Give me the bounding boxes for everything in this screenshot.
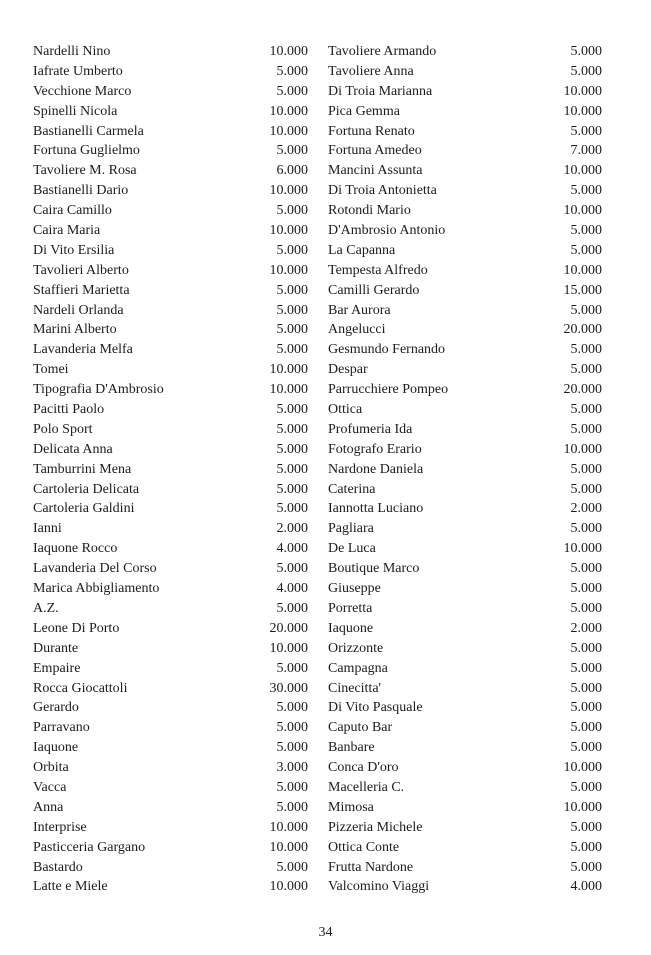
donor-name: Delicata Anna [33, 441, 113, 457]
donor-name: Fortuna Amedeo [328, 143, 422, 159]
donation-amount: 5.000 [570, 581, 602, 597]
list-item [33, 659, 308, 679]
donation-amount: 10.000 [269, 183, 308, 199]
list-item [328, 460, 602, 480]
donation-amount: 10.000 [269, 262, 308, 278]
donation-amount: 5.000 [276, 700, 308, 716]
donor-name: Gerardo [33, 700, 79, 716]
donor-name: D'Ambrosio Antonio [328, 223, 446, 239]
donation-amount: 5.000 [570, 63, 602, 79]
list-item [328, 261, 602, 281]
donation-amount: 10.000 [563, 103, 602, 119]
list-item [328, 639, 602, 659]
list-item [328, 818, 602, 838]
list-item [328, 122, 602, 142]
donation-amount: 2.000 [570, 501, 602, 517]
donation-amount: 5.000 [276, 859, 308, 875]
donation-amount: 5.000 [276, 143, 308, 159]
donation-amount: 5.000 [570, 561, 602, 577]
donation-amount: 5.000 [570, 680, 602, 696]
donor-name: Interprise [33, 819, 87, 835]
list-item [33, 281, 308, 301]
donor-name: De Luca [328, 541, 376, 557]
list-item [33, 758, 308, 778]
donor-name: A.Z. [33, 600, 59, 616]
left-donor-column [33, 42, 308, 897]
donation-amount: 4.000 [276, 581, 308, 597]
donor-name: Bastardo [33, 859, 83, 875]
donor-name: Mancini Assunta [328, 163, 423, 179]
donor-name: Mimosa [328, 799, 374, 815]
list-item [328, 599, 602, 619]
donor-name: Camilli Gerardo [328, 282, 420, 298]
list-item [328, 201, 602, 221]
donation-amount: 5.000 [276, 342, 308, 358]
donor-name: Iannotta Luciano [328, 501, 424, 517]
donor-name: Iaquone Rocco [33, 541, 118, 557]
donation-amount: 5.000 [570, 402, 602, 418]
list-item [33, 241, 308, 261]
list-item [33, 122, 308, 142]
donation-amount: 15.000 [563, 282, 602, 298]
donor-name: Pacitti Paolo [33, 402, 105, 418]
list-item [328, 82, 602, 102]
list-item [328, 579, 602, 599]
list-item [328, 718, 602, 738]
donation-amount: 5.000 [570, 720, 602, 736]
donation-amount: 5.000 [276, 501, 308, 517]
list-item [328, 838, 602, 858]
donor-name: Vacca [33, 779, 67, 795]
donation-amount: 5.000 [570, 640, 602, 656]
list-item [33, 380, 308, 400]
list-item [33, 360, 308, 380]
list-item [33, 599, 308, 619]
list-item [328, 758, 602, 778]
donor-name: Fortuna Guglielmo [33, 143, 140, 159]
list-item [328, 241, 602, 261]
donor-name: Tamburrini Mena [33, 461, 132, 477]
donation-amount: 5.000 [276, 779, 308, 795]
donor-name: Ottica Conte [328, 839, 400, 855]
donation-amount: 10.000 [269, 879, 308, 895]
donor-name: Nardelli Nino [33, 44, 111, 59]
list-item [33, 877, 308, 897]
donation-amount: 5.000 [570, 362, 602, 378]
list-item [328, 778, 602, 798]
donor-name: Tavoliere Anna [328, 63, 414, 79]
donation-amount: 5.000 [276, 561, 308, 577]
list-item [33, 141, 308, 161]
donor-name: Marini Alberto [33, 322, 117, 338]
donation-amount: 10.000 [563, 441, 602, 457]
list-item [33, 858, 308, 878]
donor-name: Anna [33, 799, 64, 815]
list-item [33, 201, 308, 221]
donation-amount: 2.000 [570, 620, 602, 636]
donor-name: Campagna [328, 660, 388, 676]
donation-amount: 10.000 [563, 262, 602, 278]
list-item [328, 480, 602, 500]
donor-name: Tavolieri Alberto [33, 262, 129, 278]
list-item [33, 639, 308, 659]
donation-amount: 5.000 [570, 302, 602, 318]
list-item [33, 420, 308, 440]
donation-amount: 5.000 [570, 223, 602, 239]
donation-amount: 10.000 [269, 44, 308, 59]
donation-amount: 20.000 [563, 382, 602, 398]
list-item [33, 320, 308, 340]
donation-amount: 3.000 [276, 760, 308, 776]
donor-name: Tavoliere Armando [328, 44, 437, 59]
donation-amount: 5.000 [570, 660, 602, 676]
list-item [33, 340, 308, 360]
list-item [33, 539, 308, 559]
donor-name: Tavoliere M. Rosa [33, 163, 137, 179]
list-item [33, 519, 308, 539]
donation-amount: 5.000 [570, 481, 602, 497]
donation-amount: 5.000 [276, 242, 308, 258]
donation-amount: 5.000 [570, 421, 602, 437]
list-item [33, 62, 308, 82]
donation-amount: 10.000 [563, 83, 602, 99]
donor-name: Lavanderia Melfa [33, 342, 133, 358]
list-item [33, 679, 308, 699]
list-item [328, 559, 602, 579]
donor-name: Bastianelli Dario [33, 183, 129, 199]
donation-amount: 5.000 [570, 342, 602, 358]
donation-amount: 20.000 [563, 322, 602, 338]
page-number: 34 [318, 925, 333, 940]
list-item [328, 320, 602, 340]
donation-amount: 5.000 [276, 740, 308, 756]
donation-amount: 5.000 [276, 421, 308, 437]
donation-amount: 5.000 [276, 461, 308, 477]
donation-amount: 4.000 [276, 541, 308, 557]
donor-name: Polo Sport [33, 421, 93, 437]
donation-amount: 10.000 [563, 541, 602, 557]
donor-name: Bastianelli Carmela [33, 123, 144, 139]
donor-name: Iaquone [328, 620, 374, 636]
donor-name: Porretta [328, 600, 373, 616]
list-item [328, 301, 602, 321]
donation-amount: 5.000 [276, 302, 308, 318]
list-item [33, 579, 308, 599]
donor-name: Parravano [33, 720, 90, 736]
list-item [33, 400, 308, 420]
donation-amount: 10.000 [269, 640, 308, 656]
donor-name: La Capanna [328, 242, 396, 258]
donation-amount: 10.000 [269, 223, 308, 239]
donor-name: Rotondi Mario [328, 203, 411, 219]
donation-amount: 5.000 [570, 183, 602, 199]
donor-name: Vecchione Marco [33, 83, 132, 99]
donation-amount: 5.000 [570, 839, 602, 855]
list-item [328, 161, 602, 181]
donation-amount: 10.000 [563, 760, 602, 776]
list-item [328, 420, 602, 440]
list-item [33, 818, 308, 838]
donation-amount: 6.000 [276, 163, 308, 179]
donation-amount: 4.000 [570, 879, 602, 895]
list-item [33, 738, 308, 758]
donor-name: Di Vito Ersilia [33, 242, 115, 258]
donation-amount: 5.000 [276, 322, 308, 338]
donor-name: Angelucci [328, 322, 386, 338]
donor-name: Pizzeria Michele [328, 819, 423, 835]
donation-amount: 5.000 [276, 799, 308, 815]
list-item [328, 340, 602, 360]
donor-name: Latte e Miele [33, 879, 108, 895]
donation-amount: 10.000 [269, 103, 308, 119]
donor-name: Cartoleria Galdini [33, 501, 135, 517]
donation-amount: 10.000 [269, 839, 308, 855]
list-item [328, 539, 602, 559]
list-item [33, 778, 308, 798]
donor-name: Lavanderia Del Corso [33, 561, 157, 577]
donation-amount: 10.000 [269, 362, 308, 378]
donation-amount: 2.000 [276, 521, 308, 537]
list-item [33, 718, 308, 738]
list-item [328, 62, 602, 82]
donor-name: Despar [328, 362, 368, 378]
donor-name: Parrucchiere Pompeo [328, 382, 449, 398]
donor-name: Fotografo Erario [328, 441, 422, 457]
donation-amount: 5.000 [276, 441, 308, 457]
donation-amount: 5.000 [570, 859, 602, 875]
donation-amount: 7.000 [570, 143, 602, 159]
donor-name: Rocca Giocattoli [33, 680, 128, 696]
donor-name: Staffieri Marietta [33, 282, 130, 298]
donor-name: Pagliara [328, 521, 374, 537]
donation-amount: 5.000 [276, 83, 308, 99]
donor-name: Conca D'oro [328, 760, 399, 776]
donor-name: Caira Camillo [33, 203, 112, 219]
donation-amount: 5.000 [570, 819, 602, 835]
donation-amount: 5.000 [570, 521, 602, 537]
donor-name: Tomei [33, 362, 69, 378]
donor-name: Leone Di Porto [33, 620, 120, 636]
donation-amount: 5.000 [570, 44, 602, 59]
donation-amount: 5.000 [276, 660, 308, 676]
list-item [33, 261, 308, 281]
list-item [328, 659, 602, 679]
list-item [328, 181, 602, 201]
list-item [33, 798, 308, 818]
donor-name: Boutique Marco [328, 561, 420, 577]
donor-name: Pasticceria Gargano [33, 839, 146, 855]
list-item [33, 619, 308, 639]
donation-amount: 10.000 [269, 382, 308, 398]
list-item [33, 440, 308, 460]
list-item [33, 301, 308, 321]
list-item [328, 42, 602, 62]
donation-amount: 5.000 [276, 600, 308, 616]
donor-name: Valcomino Viaggi [328, 879, 430, 895]
donation-amount: 5.000 [570, 700, 602, 716]
donation-amount: 5.000 [570, 740, 602, 756]
list-item [33, 221, 308, 241]
donor-name: Di Troia Antonietta [328, 183, 437, 199]
list-item [33, 102, 308, 122]
list-item [33, 559, 308, 579]
list-item [328, 738, 602, 758]
list-item [328, 698, 602, 718]
donation-amount: 5.000 [276, 481, 308, 497]
donation-amount: 10.000 [563, 203, 602, 219]
donor-name: Di Vito Pasquale [328, 700, 423, 716]
donor-name: Durante [33, 640, 79, 656]
donor-name: Ianni [33, 521, 62, 537]
donor-name: Cartoleria Delicata [33, 481, 140, 497]
donor-name: Orbita [33, 760, 69, 776]
list-item [33, 838, 308, 858]
donor-name: Iaquone [33, 740, 79, 756]
right-donor-column [328, 42, 602, 897]
donation-amount: 5.000 [276, 402, 308, 418]
donation-amount: 5.000 [570, 600, 602, 616]
donor-name: Bar Aurora [328, 302, 391, 318]
donor-name: Gesmundo Fernando [328, 342, 446, 358]
list-item [33, 161, 308, 181]
list-item [328, 221, 602, 241]
list-item [328, 360, 602, 380]
list-item [328, 858, 602, 878]
donation-amount: 10.000 [269, 819, 308, 835]
donor-name: Di Troia Marianna [328, 83, 433, 99]
donor-name: Cinecitta' [328, 680, 382, 696]
donor-name: Nardone Daniela [328, 461, 424, 477]
donation-amount: 30.000 [269, 680, 308, 696]
donation-amount: 5.000 [570, 461, 602, 477]
donor-name: Tempesta Alfredo [328, 262, 428, 278]
list-item [328, 798, 602, 818]
list-item [328, 679, 602, 699]
donation-amount: 10.000 [563, 163, 602, 179]
donation-amount: 5.000 [570, 779, 602, 795]
donor-name: Banbare [328, 740, 375, 756]
donation-amount: 5.000 [276, 720, 308, 736]
list-item [33, 82, 308, 102]
donation-amount: 10.000 [269, 123, 308, 139]
list-item [328, 380, 602, 400]
donor-name: Orizzonte [328, 640, 384, 656]
donor-name: Macelleria C. [328, 779, 405, 795]
donor-name: Tipografia D'Ambrosio [33, 382, 164, 398]
list-item [33, 698, 308, 718]
list-item [328, 281, 602, 301]
donor-name: Caterina [328, 481, 376, 497]
donor-name: Ottica [328, 402, 363, 418]
list-item [328, 440, 602, 460]
donor-name: Caira Maria [33, 223, 101, 239]
list-item [328, 619, 602, 639]
list-item [33, 181, 308, 201]
list-item [33, 42, 308, 62]
donation-amount: 5.000 [276, 203, 308, 219]
list-item [33, 460, 308, 480]
list-item [328, 400, 602, 420]
donor-name: Pica Gemma [328, 103, 400, 119]
donation-amount: 5.000 [276, 282, 308, 298]
donor-name: Iafrate Umberto [33, 63, 123, 79]
donor-name: Caputo Bar [328, 720, 393, 736]
list-item [328, 877, 602, 897]
donor-name: Profumeria Ida [328, 421, 413, 437]
donor-name: Nardeli Orlanda [33, 302, 124, 318]
donation-amount: 5.000 [276, 63, 308, 79]
donation-amount: 5.000 [570, 242, 602, 258]
donor-name: Spinelli Nicola [33, 103, 118, 119]
donation-amount: 20.000 [269, 620, 308, 636]
donor-name: Marica Abbigliamento [33, 581, 160, 597]
list-item [33, 499, 308, 519]
donor-name: Empaire [33, 660, 81, 676]
donor-name: Giuseppe [328, 581, 381, 597]
donation-amount: 10.000 [563, 799, 602, 815]
list-item [328, 141, 602, 161]
list-item [328, 499, 602, 519]
donor-name: Fortuna Renato [328, 123, 415, 139]
list-item [328, 102, 602, 122]
list-item [33, 480, 308, 500]
donation-amount: 5.000 [570, 123, 602, 139]
list-item [328, 519, 602, 539]
donor-name: Frutta Nardone [328, 859, 414, 875]
